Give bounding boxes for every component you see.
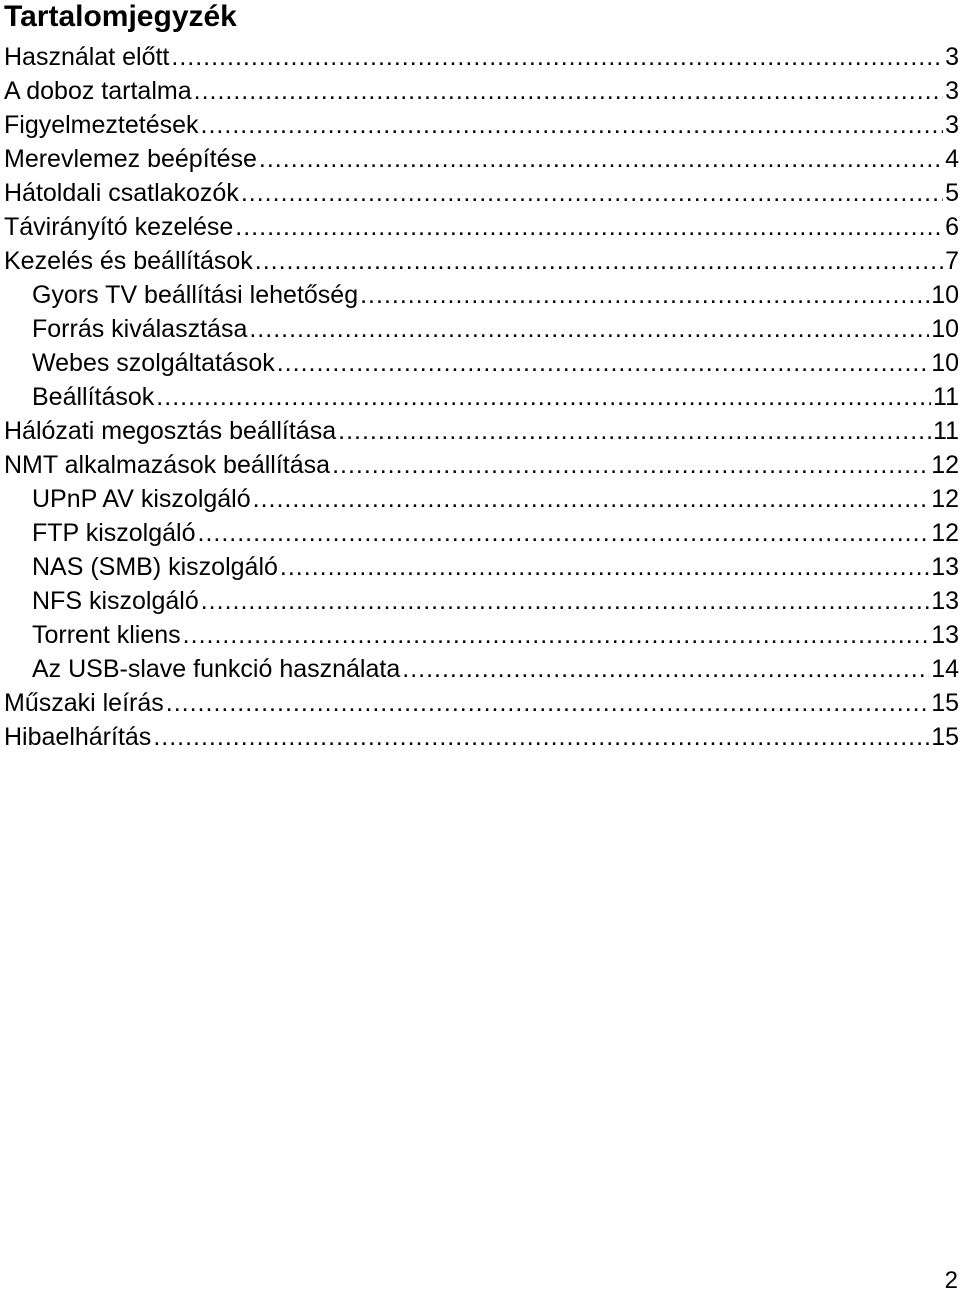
toc-entry-kezeles-es-beallitasok[interactable] — [4, 244, 959, 278]
toc-entry-label: UPnP AV kiszolgáló — [32, 485, 251, 513]
dot-leader — [183, 618, 930, 652]
toc-entry-label: Beállítások — [32, 383, 155, 411]
dot-leader — [241, 176, 943, 210]
dot-leader — [171, 40, 943, 74]
toc-entry-page: 14 — [931, 655, 959, 683]
dot-leader — [360, 278, 929, 312]
toc-entry-page: 15 — [931, 689, 959, 717]
toc-entry-page: 13 — [931, 621, 959, 649]
toc-entry-hasznalat-elott[interactable] — [4, 40, 959, 74]
toc-entry-beallitasok[interactable] — [4, 380, 959, 414]
toc-entry-label: NMT alkalmazások beállítása — [4, 451, 331, 479]
dot-leader — [249, 312, 929, 346]
toc-entry-page: 5 — [945, 179, 959, 207]
toc-entry-label: A doboz tartalma — [4, 77, 192, 105]
toc-entry-page: 10 — [931, 281, 959, 309]
dot-leader — [166, 686, 929, 720]
toc-entry-upnp-av[interactable] — [4, 482, 959, 516]
dot-leader — [402, 652, 929, 686]
dot-leader — [255, 244, 943, 278]
toc-entry-label: Gyors TV beállítási lehetőség — [32, 281, 359, 309]
toc-entry-label: Az USB-slave funkció használata — [32, 655, 401, 683]
toc-entry-label: Merevlemez beépítése — [4, 145, 257, 173]
toc-entry-gyors-tv-beallitas[interactable] — [4, 278, 959, 312]
toc-entry-page: 4 — [945, 145, 959, 173]
dot-leader — [338, 414, 931, 448]
toc-entry-figyelmeztetesek[interactable] — [4, 108, 959, 142]
dot-leader — [156, 380, 931, 414]
dot-leader — [153, 720, 929, 754]
table-of-contents — [4, 40, 959, 754]
toc-entry-nas-smb[interactable] — [4, 550, 959, 584]
toc-entry-forras-kivalasztasa[interactable] — [4, 312, 959, 346]
dot-leader — [235, 210, 943, 244]
toc-entry-label: Használat előtt — [4, 43, 170, 71]
toc-entry-page: 11 — [933, 417, 959, 445]
toc-entry-label: NFS kiszolgáló — [32, 587, 199, 615]
toc-entry-page: 15 — [931, 723, 959, 751]
toc-entry-label: Hibaelhárítás — [4, 723, 152, 751]
toc-entry-label: Hátoldali csatlakozók — [4, 179, 239, 207]
dot-leader — [259, 142, 943, 176]
toc-entry-label: Torrent kliens — [32, 621, 181, 649]
toc-entry-page: 6 — [945, 213, 959, 241]
toc-entry-page: 12 — [931, 485, 959, 513]
toc-entry-page: 13 — [931, 553, 959, 581]
toc-entry-torrent-kliens[interactable] — [4, 618, 959, 652]
toc-entry-ftp-kiszolgalo[interactable] — [4, 516, 959, 550]
dot-leader — [253, 482, 930, 516]
toc-entry-doboz-tartalma[interactable] — [4, 74, 959, 108]
toc-entry-nmt-alkalmazasok[interactable] — [4, 448, 959, 482]
toc-entry-halozati-megosztas[interactable] — [4, 414, 959, 448]
toc-entry-label: NAS (SMB) kiszolgáló — [32, 553, 278, 581]
page-number: 2 — [944, 1267, 958, 1294]
toc-entry-page: 10 — [931, 349, 959, 377]
toc-entry-label: Távirányító kezelése — [4, 213, 234, 241]
toc-heading: Tartalomjegyzék — [4, 0, 237, 33]
toc-entry-label: Figyelmeztetések — [4, 111, 199, 139]
dot-leader — [277, 346, 929, 380]
toc-entry-merevlemez-beepitese[interactable] — [4, 142, 959, 176]
toc-entry-page: 13 — [931, 587, 959, 615]
dot-leader — [201, 584, 929, 618]
toc-entry-page: 10 — [931, 315, 959, 343]
toc-entry-page: 3 — [945, 43, 959, 71]
dot-leader — [201, 108, 944, 142]
toc-entry-hibaelharitas[interactable] — [4, 720, 959, 754]
toc-entry-webes-szolgaltatasok[interactable] — [4, 346, 959, 380]
toc-entry-label: Műszaki leírás — [4, 689, 164, 717]
toc-entry-page: 12 — [931, 519, 959, 547]
toc-entry-taviranyito-kezelese[interactable] — [4, 210, 959, 244]
dot-leader — [332, 448, 929, 482]
toc-entry-label: Webes szolgáltatások — [32, 349, 275, 377]
toc-entry-hatoldali-csatlakozok[interactable] — [4, 176, 959, 210]
dot-leader — [280, 550, 929, 584]
toc-entry-page: 11 — [933, 383, 959, 411]
toc-entry-usb-slave[interactable] — [4, 652, 959, 686]
toc-entry-page: 3 — [945, 77, 959, 105]
dot-leader — [198, 516, 930, 550]
toc-entry-label: Forrás kiválasztása — [32, 315, 248, 343]
dot-leader — [194, 74, 943, 108]
toc-entry-muszaki-leiras[interactable] — [4, 686, 959, 720]
toc-entry-label: Kezelés és beállítások — [4, 247, 253, 275]
toc-entry-nfs-kiszolgalo[interactable] — [4, 584, 959, 618]
toc-entry-label: Hálózati megosztás beállítása — [4, 417, 337, 445]
toc-entry-label: FTP kiszolgáló — [32, 519, 196, 547]
toc-entry-page: 7 — [945, 247, 959, 275]
toc-entry-page: 12 — [931, 451, 959, 479]
toc-entry-page: 3 — [945, 111, 959, 139]
